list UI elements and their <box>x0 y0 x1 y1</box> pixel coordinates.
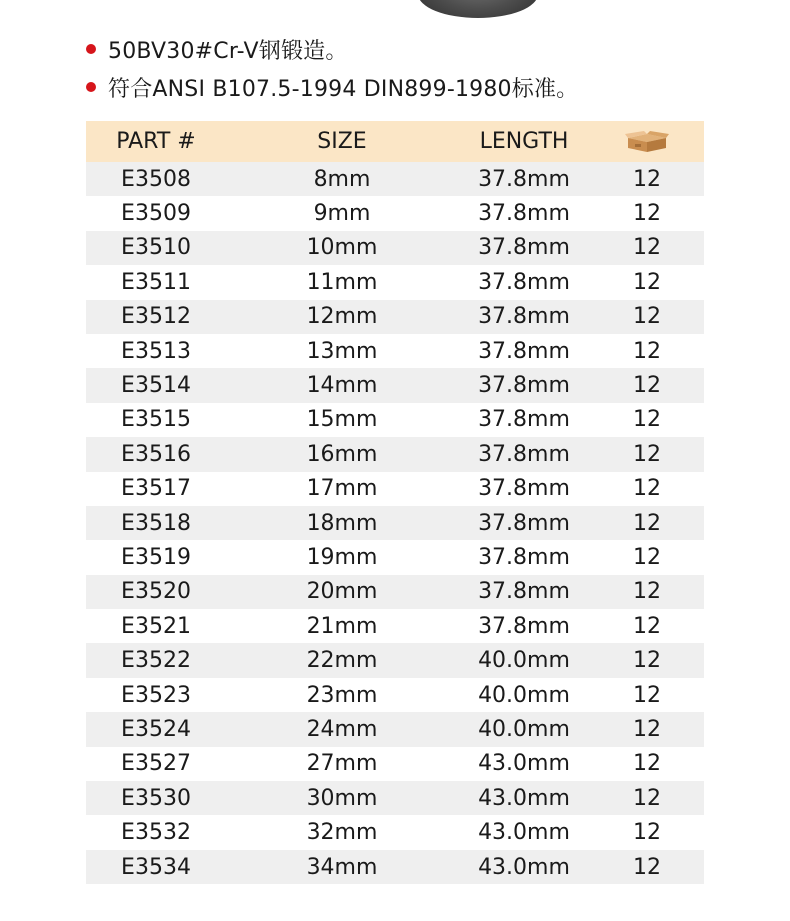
table-row <box>86 403 704 437</box>
cell-length: 37.8mm <box>478 373 570 399</box>
cell-size: 27mm <box>306 751 378 777</box>
cell-quantity: 12 <box>633 544 661 570</box>
header-size: SIZE <box>317 129 367 154</box>
header-part: PART # <box>116 129 196 154</box>
cell-part: E3516 <box>121 441 191 467</box>
cell-size: 24mm <box>306 716 378 742</box>
table-row <box>86 747 704 781</box>
feature-list <box>86 30 578 106</box>
cell-part: E3509 <box>121 201 191 227</box>
cell-quantity: 12 <box>633 648 661 674</box>
bullet-icon <box>86 44 96 54</box>
cell-part: E3527 <box>121 751 191 777</box>
cell-part: E3532 <box>121 820 191 846</box>
cell-quantity: 12 <box>633 407 661 433</box>
table-row <box>86 437 704 471</box>
cell-part: E3519 <box>121 544 191 570</box>
cell-length: 37.8mm <box>478 441 570 467</box>
table-row <box>86 678 704 712</box>
cell-quantity: 12 <box>633 613 661 639</box>
cell-length: 37.8mm <box>478 544 570 570</box>
cell-length: 40.0mm <box>478 648 570 674</box>
cell-size: 13mm <box>306 338 378 364</box>
table-row <box>86 815 704 849</box>
table-row <box>86 781 704 815</box>
cell-length: 37.8mm <box>478 201 570 227</box>
cell-quantity: 12 <box>633 716 661 742</box>
cell-part: E3521 <box>121 613 191 639</box>
cell-length: 43.0mm <box>478 751 570 777</box>
table-header <box>86 121 704 162</box>
cell-part: E3524 <box>121 716 191 742</box>
cell-size: 22mm <box>306 648 378 674</box>
cell-quantity: 12 <box>633 820 661 846</box>
cell-size: 9mm <box>313 201 371 227</box>
table-row <box>86 506 704 540</box>
cell-size: 21mm <box>306 613 378 639</box>
cell-quantity: 12 <box>633 373 661 399</box>
cell-length: 37.8mm <box>478 235 570 261</box>
cell-quantity: 12 <box>633 235 661 261</box>
cell-quantity: 12 <box>633 166 661 192</box>
table-row <box>86 575 704 609</box>
table-row <box>86 196 704 230</box>
cell-length: 37.8mm <box>478 407 570 433</box>
cell-length: 43.0mm <box>478 854 570 880</box>
cell-size: 34mm <box>306 854 378 880</box>
cell-part: E3518 <box>121 510 191 536</box>
cell-quantity: 12 <box>633 201 661 227</box>
cell-size: 11mm <box>306 269 378 295</box>
product-image-edge <box>418 0 538 18</box>
cell-size: 8mm <box>313 166 371 192</box>
table-row <box>86 368 704 402</box>
cell-size: 14mm <box>306 373 378 399</box>
cell-quantity: 12 <box>633 338 661 364</box>
cell-length: 37.8mm <box>478 613 570 639</box>
carton-box-icon <box>625 131 669 153</box>
cell-part: E3520 <box>121 579 191 605</box>
feature-item-standard <box>86 68 578 106</box>
header-length: LENGTH <box>479 129 569 154</box>
spec-table <box>86 121 704 884</box>
cell-length: 37.8mm <box>478 476 570 502</box>
header-quantity <box>590 129 704 154</box>
table-row <box>86 334 704 368</box>
cell-part: E3534 <box>121 854 191 880</box>
cell-part: E3511 <box>121 269 191 295</box>
cell-quantity: 12 <box>633 785 661 811</box>
cell-size: 20mm <box>306 579 378 605</box>
cell-size: 10mm <box>306 235 378 261</box>
cell-part: E3514 <box>121 373 191 399</box>
cell-quantity: 12 <box>633 751 661 777</box>
cell-quantity: 12 <box>633 441 661 467</box>
cell-size: 32mm <box>306 820 378 846</box>
cell-size: 12mm <box>306 304 378 330</box>
table-row <box>86 712 704 746</box>
cell-quantity: 12 <box>633 269 661 295</box>
cell-length: 43.0mm <box>478 820 570 846</box>
cell-quantity: 12 <box>633 476 661 502</box>
cell-length: 40.0mm <box>478 682 570 708</box>
feature-text: 50BV30#Cr-V钢锻造。 <box>108 38 348 64</box>
cell-quantity: 12 <box>633 510 661 536</box>
cell-length: 37.8mm <box>478 269 570 295</box>
cell-size: 16mm <box>306 441 378 467</box>
cell-length: 40.0mm <box>478 716 570 742</box>
cell-quantity: 12 <box>633 304 661 330</box>
table-row <box>86 231 704 265</box>
table-row <box>86 162 704 196</box>
cell-part: E3513 <box>121 338 191 364</box>
cell-part: E3508 <box>121 166 191 192</box>
table-row <box>86 300 704 334</box>
table-row <box>86 850 704 884</box>
cell-part: E3530 <box>121 785 191 811</box>
table-row <box>86 609 704 643</box>
cell-quantity: 12 <box>633 854 661 880</box>
cell-length: 37.8mm <box>478 338 570 364</box>
cell-part: E3512 <box>121 304 191 330</box>
cell-quantity: 12 <box>633 682 661 708</box>
cell-size: 23mm <box>306 682 378 708</box>
cell-size: 30mm <box>306 785 378 811</box>
feature-item-material <box>86 30 578 68</box>
table-body <box>86 162 704 884</box>
bullet-icon <box>86 82 96 92</box>
cell-size: 19mm <box>306 544 378 570</box>
table-row <box>86 265 704 299</box>
cell-part: E3523 <box>121 682 191 708</box>
cell-size: 17mm <box>306 476 378 502</box>
table-row <box>86 540 704 574</box>
cell-length: 43.0mm <box>478 785 570 811</box>
table-row <box>86 643 704 677</box>
cell-length: 37.8mm <box>478 579 570 605</box>
table-row <box>86 472 704 506</box>
cell-part: E3515 <box>121 407 191 433</box>
cell-quantity: 12 <box>633 579 661 605</box>
cell-part: E3522 <box>121 648 191 674</box>
cell-part: E3510 <box>121 235 191 261</box>
cell-size: 18mm <box>306 510 378 536</box>
cell-length: 37.8mm <box>478 304 570 330</box>
cell-length: 37.8mm <box>478 510 570 536</box>
cell-part: E3517 <box>121 476 191 502</box>
feature-text: 符合ANSI B107.5-1994 DIN899-1980标准。 <box>108 76 579 102</box>
cell-length: 37.8mm <box>478 166 570 192</box>
cell-size: 15mm <box>306 407 378 433</box>
